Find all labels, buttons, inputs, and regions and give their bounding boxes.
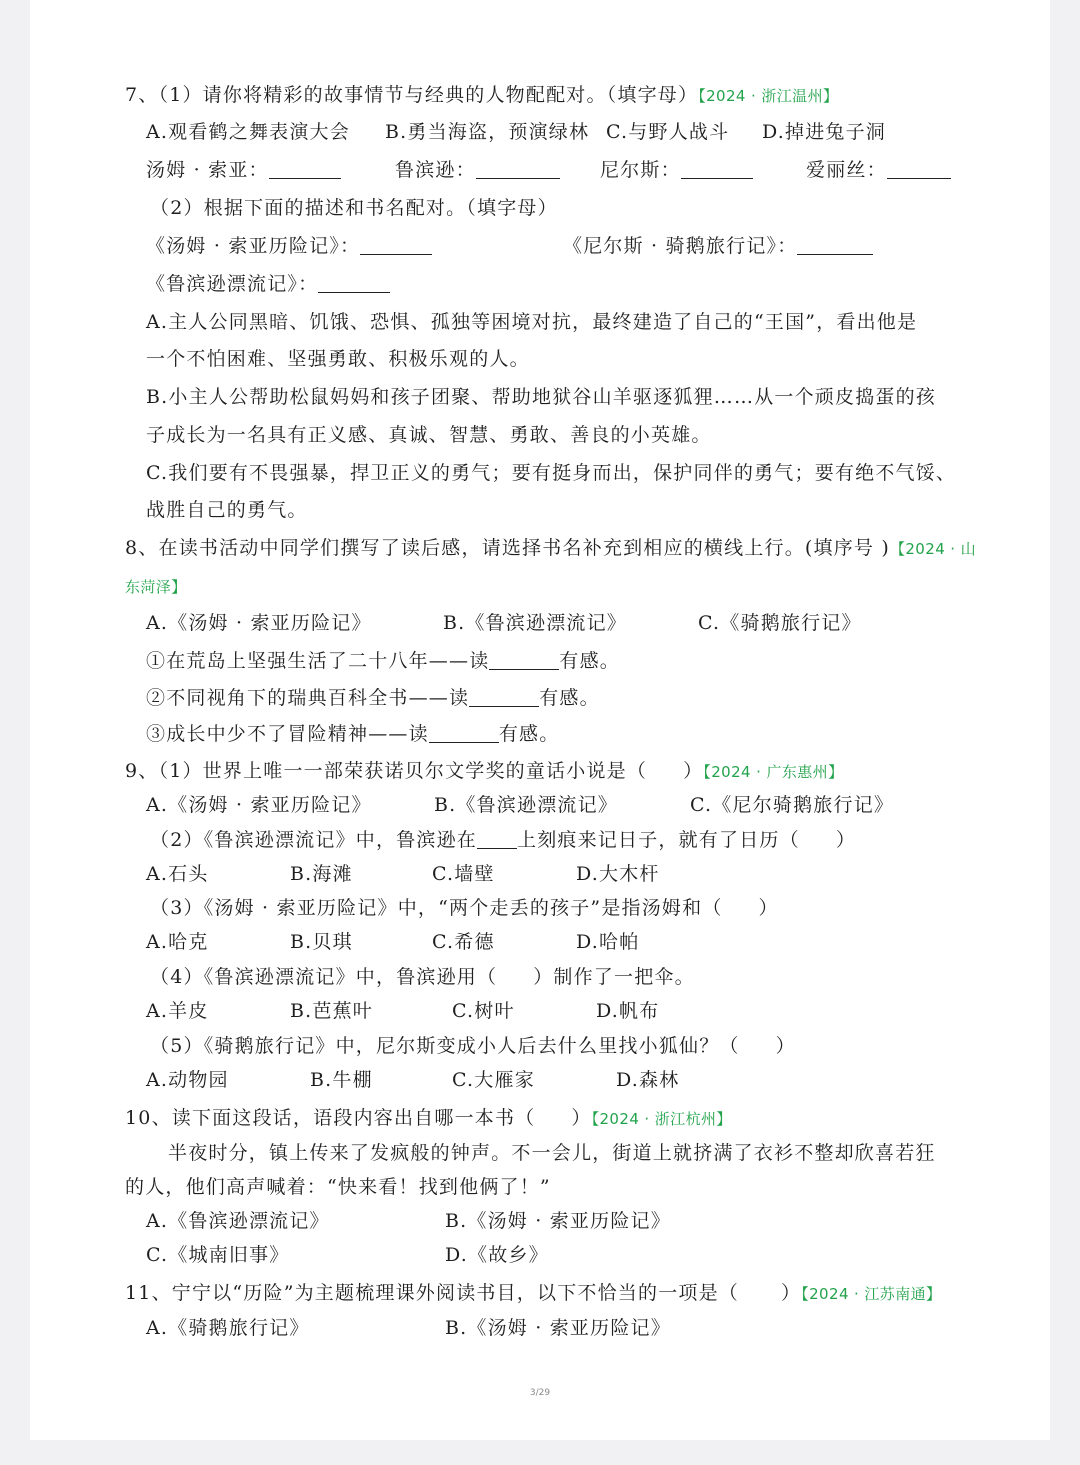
q7-desc-a-line2: 一个不怕困难、坚强勇敢、积极乐观的人。 (146, 348, 530, 370)
q11-prompt: 11、宁宁以“历险”为主题梳理课外阅读书目，以下不恰当的一项是（ ）【2024 · 江苏南通】 (125, 1282, 942, 1304)
q7-desc-c-line2: 战胜自己的勇气。 (146, 499, 308, 521)
q8-statement-2: ②不同视角下的瑞典百科全书——读 有感。 (146, 687, 600, 709)
q8-source-tag: 【2024 · 山 (889, 540, 977, 558)
answer-blank[interactable] (360, 236, 432, 255)
q7-match-alice: 爱丽丝： (806, 158, 951, 182)
q9-2-option-a: A.石头 (146, 863, 209, 885)
q9-1-option-b: B.《鲁滨逊漂流记》 (434, 794, 619, 816)
q7-option-a: A.观看鹤之舞表演大会 (146, 121, 350, 143)
q9-part3-prompt: （3）《汤姆 · 索亚历险记》中，“两个走丢的孩子”是指汤姆和（ ） (150, 897, 779, 919)
q9-3-option-d: D.哈帕 (576, 931, 640, 953)
q9-part4-prompt: （4）《鲁滨逊漂流记》中，鲁滨逊用（ ）制作了一把伞。 (150, 966, 695, 988)
q10-option-d: D.《故乡》 (445, 1244, 549, 1266)
answer-blank[interactable] (476, 160, 560, 179)
q7-match-nils: 尼尔斯： (600, 158, 753, 182)
q9-5-option-b: B.牛棚 (310, 1069, 373, 1091)
page-number: 3/29 (529, 1388, 551, 1398)
q11-source-tag: 【2024 · 江苏南通】 (801, 1285, 942, 1303)
q11-option-a: A.《骑鹅旅行记》 (146, 1317, 310, 1339)
q9-2-option-c: C.墙壁 (432, 863, 495, 885)
q9-source-tag: 【2024 · 广东惠州】 (703, 763, 844, 781)
q9-3-option-a: A.哈克 (146, 931, 209, 953)
q10-passage-line2: 的人，他们高声喊着：“快来看！找到他俩了！” (125, 1176, 551, 1198)
q7-option-d: D.掉进兔子洞 (762, 121, 886, 143)
q8-option-c: C.《骑鹅旅行记》 (698, 612, 862, 634)
q9-2-option-d: D.大木杆 (576, 863, 660, 885)
q9-4-option-c: C.树叶 (452, 1000, 515, 1022)
q9-part5-prompt: （5）《骑鹅旅行记》中，尼尔斯变成小人后去什么里找小狐仙？（ ） (150, 1035, 796, 1057)
q7-prompt: 7、（1）请你将精彩的故事情节与经典的人物配配对。（填字母）【2024 · 浙江温州】 (125, 84, 839, 106)
q7-book-tom: 《汤姆 · 索亚历险记》： (146, 234, 432, 258)
q7-desc-a-line1: A.主人公同黑暗、饥饿、恐惧、孤独等困境对抗，最终建造了自己的“王国”，看出他是 (146, 311, 918, 333)
answer-blank[interactable] (887, 160, 951, 179)
q9-1-option-a: A.《汤姆 · 索亚历险记》 (146, 794, 372, 816)
q9-2-option-b: B.海滩 (290, 863, 353, 885)
q10-prompt: 10、读下面这段话，语段内容出自哪一本书（ ）【2024 · 浙江杭州】 (125, 1107, 732, 1129)
q8-prompt: 8、在读书活动中同学们撰写了读后感，请选择书名补充到相应的横线上行。(填序号 )【2024 · 山 (125, 537, 977, 559)
answer-blank[interactable] (477, 830, 517, 849)
q9-1-option-c: C.《尼尔骑鹅旅行记》 (690, 794, 895, 816)
q7-option-c: C.与野人战斗 (606, 121, 730, 143)
q9-3-option-b: B.贝琪 (290, 931, 353, 953)
q11-option-b: B.《汤姆 · 索亚历险记》 (445, 1317, 671, 1339)
q7-source-tag: 【2024 · 浙江温州】 (698, 87, 839, 105)
q9-3-option-c: C.希德 (432, 931, 495, 953)
q9-4-option-d: D.帆布 (596, 1000, 660, 1022)
q8-option-a: A.《汤姆 · 索亚历险记》 (146, 612, 372, 634)
answer-blank[interactable] (797, 236, 873, 255)
q10-option-b: B.《汤姆 · 索亚历险记》 (445, 1210, 671, 1232)
q8-statement-1: ①在荒岛上坚强生活了二十八年——读 有感。 (146, 650, 621, 672)
answer-blank[interactable] (269, 160, 341, 179)
q7-option-b: B.勇当海盗，预演绿林 (385, 121, 590, 143)
q7-desc-c-line1: C.我们要有不畏强暴，捍卫正义的勇气；要有挺身而出，保护同伴的勇气；要有绝不气馁、 (146, 462, 957, 484)
q7-match-robinson: 鲁滨逊： (395, 158, 560, 182)
q8-option-b: B.《鲁滨逊漂流记》 (443, 612, 628, 634)
q10-option-a: A.《鲁滨逊漂流记》 (146, 1210, 330, 1232)
q7-book-nils: 《尼尔斯 · 骑鹅旅行记》： (563, 234, 873, 258)
q7-book-robinson: 《鲁滨逊漂流记》： (146, 272, 390, 296)
q8-statement-3: ③成长中少不了冒险精神——读 有感。 (146, 723, 560, 745)
q9-4-option-a: A.羊皮 (146, 1000, 209, 1022)
q7-part2-prompt: （2）根据下面的描述和书名配对。（填字母） (150, 197, 558, 219)
q9-5-option-c: C.大雁家 (452, 1069, 535, 1091)
q7-match-tom: 汤姆 · 索亚： (146, 158, 341, 182)
q9-part1-prompt: 9、（1）世界上唯一一部荣获诺贝尔文学奖的童话小说是（ ）【2024 · 广东惠州】 (125, 760, 844, 782)
q8-source-tag-cont: 东菏泽】 (125, 578, 187, 596)
q10-passage-line1: 半夜时分，镇上传来了发疯般的钟声。不一会儿，街道上就挤满了衣衫不整却欣喜若狂 (168, 1142, 936, 1164)
q10-source-tag: 【2024 · 浙江杭州】 (591, 1110, 732, 1128)
q9-5-option-d: D.森林 (616, 1069, 680, 1091)
answer-blank[interactable] (469, 688, 539, 707)
q7-desc-b-line2: 子成长为一名具有正义感、真诚、智慧、勇敢、善良的小英雄。 (146, 424, 712, 446)
answer-blank[interactable] (429, 724, 499, 743)
q7-desc-b-line1: B.小主人公帮助松鼠妈妈和孩子团聚、帮助地狱谷山羊驱逐狐狸……从一个顽皮捣蛋的孩 (146, 386, 937, 408)
answer-blank[interactable] (489, 651, 559, 670)
q9-4-option-b: B.芭蕉叶 (290, 1000, 374, 1022)
answer-blank[interactable] (318, 274, 390, 293)
q9-5-option-a: A.动物园 (146, 1069, 229, 1091)
answer-blank[interactable] (681, 160, 753, 179)
q9-part2-prompt: （2）《鲁滨逊漂流记》中，鲁滨逊在 上刻痕来记日子，就有了日历（ ） (150, 829, 857, 851)
q10-option-c: C.《城南旧事》 (146, 1244, 290, 1266)
